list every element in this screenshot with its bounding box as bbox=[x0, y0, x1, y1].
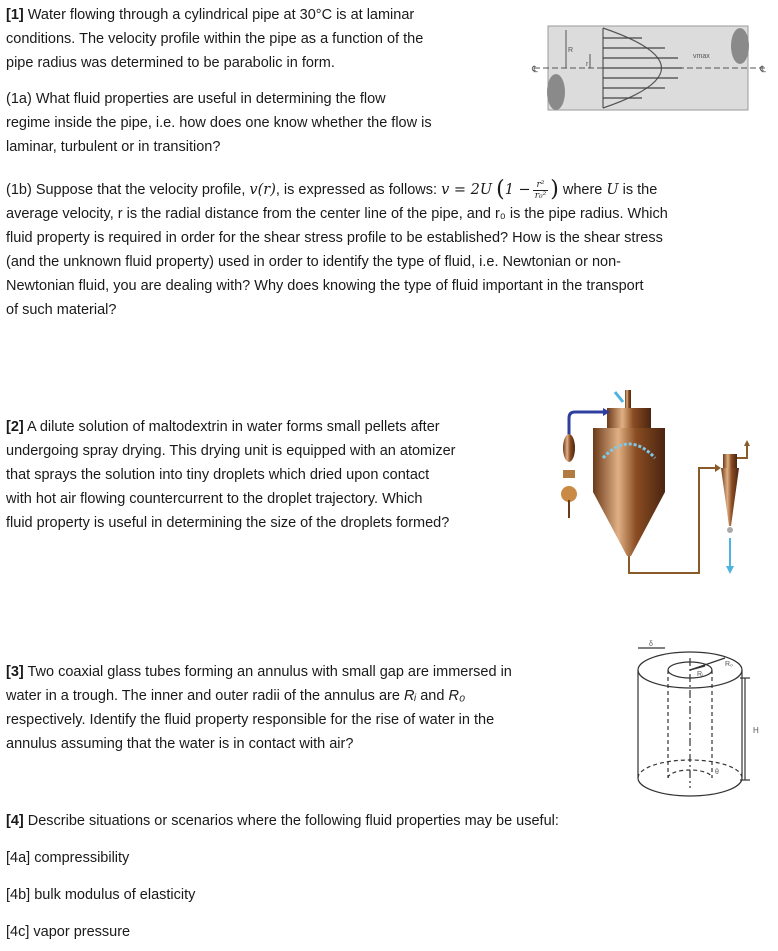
q1-line-3: pipe radius was determined to be parabolic in form. bbox=[6, 55, 335, 71]
question-1b: (1b) Suppose that the velocity profile, v(r), is expressed as follows: v = 2U (1 − $\frac{\text{r²}}{\text{r₀²}}$ ) where U is the average velocity, r is the radial distance from the center line of the pipe, and r₀ is the pipe radius. Which fluid property is required in order for the shear stress profile to be established? How is the shear stress (and the unknown fluid property) used in order to identify the type of fluid, i.e. Newtonian or non- Newtonian fluid, you are dealing with? Why does knowing the type of fluid important in the transport of such material? bbox=[6, 178, 776, 322]
svg-text:θ: θ bbox=[715, 769, 719, 776]
q1-line-1: [1] Water flowing through a cylindrical pipe at 30°C is at laminar bbox=[6, 7, 415, 23]
svg-text:r: r bbox=[586, 61, 589, 68]
q4b-item: [4b] bulk modulus of elasticity bbox=[6, 887, 196, 903]
pipe-velocity-profile-figure bbox=[530, 20, 770, 120]
question-3: [3] Two coaxial glass tubes forming an annulus with small gap are immersed in water in a trough. The inner and outer radii of the annulus are Rᵢ and R₀ respectively. Identify the fluid property responsible for the rise of water in the annulus assuming that the water is in contact with air? bbox=[6, 664, 512, 752]
q4a-item: [4a] compressibility bbox=[6, 850, 130, 866]
svg-text:H: H bbox=[753, 726, 759, 735]
svg-text:℄: ℄ bbox=[532, 64, 538, 74]
question-2: [2] A dilute solution of maltodextrin in water forms small pellets after undergoing spray drying. This drying unit is equipped with an atomizer that sprays the solution into tiny droplets which dried upon contact with hot air flowing countercurrent to the droplet trajectory. Which fluid property is useful in determining the size of the droplets formed? bbox=[6, 419, 456, 531]
q4-number: [4] bbox=[6, 813, 24, 829]
q1-line-2: conditions. The velocity profile within the pipe as a function of the bbox=[6, 31, 424, 47]
equation-fraction: $\frac{\text{r²}}{\text{r₀²}}$ bbox=[534, 179, 547, 201]
q4c-item: [4c] vapor pressure bbox=[6, 924, 131, 940]
pipe-diagram-svg bbox=[530, 20, 770, 120]
spray-dryer-svg bbox=[555, 388, 765, 588]
svg-text:R₀: R₀ bbox=[725, 661, 733, 668]
q1-number: [1] bbox=[6, 7, 24, 23]
svg-text:Rᵢ: Rᵢ bbox=[697, 671, 704, 678]
question-1a: (1a) What fluid properties are useful in determining the flow regime inside the pipe, i.e. how does one know whether the flow is laminar, turbulent or in transition? bbox=[6, 91, 432, 155]
svg-text:℄: ℄ bbox=[760, 64, 766, 74]
q1b-line-1: (1b) Suppose that the velocity profile, v(r), is expressed as follows: v = 2U (1 − $\frac{\text{r²}}{\text{r₀²}}$ ) where U is the bbox=[6, 177, 658, 203]
question-1-intro bbox=[6, 3, 516, 75]
q3-number: [3] bbox=[6, 664, 24, 680]
velocity-equation: v = 2U bbox=[441, 182, 493, 198]
question-4: [4] Describe situations or scenarios where the following fluid properties may be useful: [4a] compressibility [4b] bulk modulus of elasticity [4c] vapor pressure bbox=[6, 803, 706, 951]
q2-number: [2] bbox=[6, 419, 24, 435]
annulus-figure bbox=[625, 638, 775, 798]
annulus-svg bbox=[625, 638, 775, 798]
svg-text:vmax: vmax bbox=[693, 53, 710, 60]
svg-text:δ: δ bbox=[649, 641, 653, 648]
svg-text:R: R bbox=[568, 47, 574, 54]
spray-dryer-figure bbox=[555, 388, 765, 588]
